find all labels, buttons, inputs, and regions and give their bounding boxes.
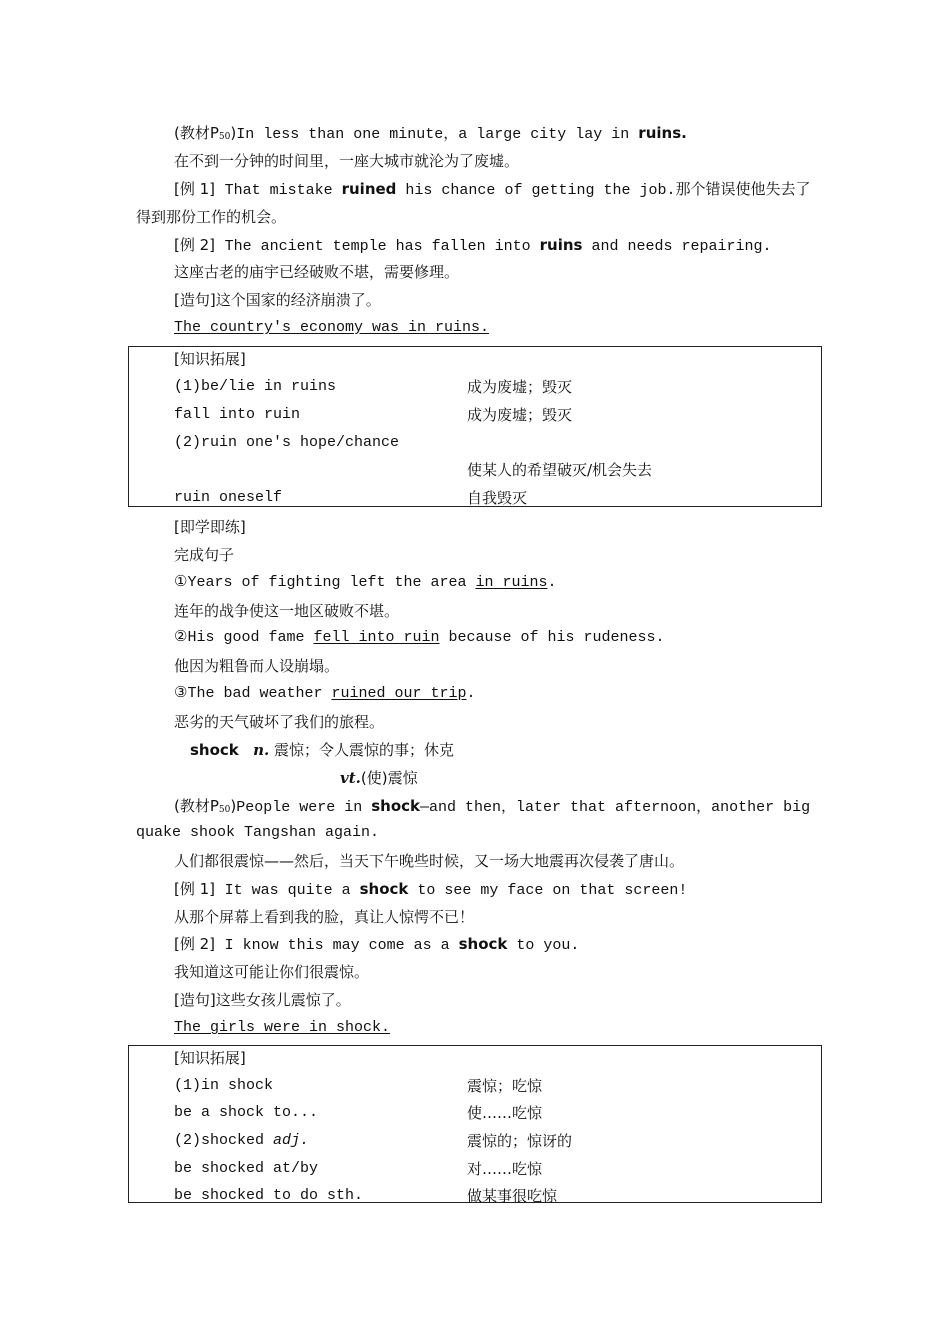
shock-ext-en-3: (2)shocked adj. xyxy=(174,1132,310,1149)
shock-ext-cn-4: 对……吃惊 xyxy=(467,1160,543,1178)
shock-source-line: (教材P50)People were in shock—and then，later that afternoon，another big xyxy=(174,797,811,816)
ruin-make-sentence-answer: The country's economy was in ruins. xyxy=(174,319,490,336)
practice-subtitle: 完成句子 xyxy=(174,546,235,564)
shock-ext-cn-5: 做某事很吃惊 xyxy=(467,1187,558,1205)
practice-title: [即学即练] xyxy=(174,518,246,536)
ruin-ext-en-2: fall into ruin xyxy=(174,406,301,423)
ruin-ext-cn-4: 使某人的希望破灭/机会失去 xyxy=(467,461,653,479)
ruin-example-1: [例 1] That mistake ruined his chance of getting the job.那个错误使他失去了 xyxy=(174,180,811,199)
ruin-extension-title: [知识拓展] xyxy=(174,350,246,368)
practice-answer-1: in ruins xyxy=(475,574,548,591)
shock-extension-box xyxy=(128,1045,822,1203)
shock-ext-en-4: be shocked at/by xyxy=(174,1160,319,1177)
ruin-ext-en-1: (1)be/lie in ruins xyxy=(174,378,337,395)
practice-answer-2: fell into ruin xyxy=(313,629,440,646)
shock-ext-cn-3: 震惊的；惊讶的 xyxy=(467,1132,573,1150)
ruin-ext-cn-5: 自我毁灭 xyxy=(467,489,528,507)
ruin-ext-cn-1: 成为废墟；毁灭 xyxy=(467,378,573,396)
ruin-make-sentence-label: [造句]这个国家的经济崩溃了。 xyxy=(174,291,381,309)
practice-item-1: ①Years of fighting left the area in ruins. xyxy=(174,574,557,591)
shock-source-line-cont: quake shook Tangshan again. xyxy=(136,824,380,841)
ruin-ext-cn-2: 成为废墟；毁灭 xyxy=(467,406,573,424)
shock-ext-en-1: (1)in shock xyxy=(174,1077,274,1094)
shock-vt-line: vt.(使)震惊 xyxy=(340,769,418,787)
ruin-example-1-cont: 得到那份工作的机会。 xyxy=(136,208,287,226)
shock-headword-line: shock n. 震惊；令人震惊的事；休克 xyxy=(190,741,455,759)
practice-item-3: ③The bad weather ruined our trip. xyxy=(174,685,476,702)
shock-extension-title: [知识拓展] xyxy=(174,1049,246,1067)
shock-ext-en-5: be shocked to do sth. xyxy=(174,1187,364,1204)
ruin-example-2: [例 2] The ancient temple has fallen into ruins and needs repairing. xyxy=(174,236,772,255)
ruin-example-2-translation: 这座古老的庙宇已经破败不堪，需要修理。 xyxy=(174,263,460,281)
practice-item-2: ②His good fame fell into ruin because of his rudeness. xyxy=(174,629,665,646)
ruin-extension-box xyxy=(128,346,822,507)
shock-example-2-translation: 我知道这可能让你们很震惊。 xyxy=(174,963,370,981)
shock-make-sentence-answer: The girls were in shock. xyxy=(174,1019,391,1036)
headword: shock xyxy=(190,741,239,759)
shock-ext-en-2: be a shock to... xyxy=(174,1104,319,1121)
shock-make-sentence-label: [造句]这些女孩儿震惊了。 xyxy=(174,991,351,1009)
shock-source-translation: 人们都很震惊——然后，当天下午晚些时候，又一场大地震再次侵袭了唐山。 xyxy=(174,852,685,870)
practice-answer-3: ruined our trip xyxy=(331,685,467,702)
practice-item-2-cn: 他因为粗鲁而人设崩塌。 xyxy=(174,657,340,675)
shock-example-1-translation: 从那个屏幕上看到我的脸，真让人惊愕不已！ xyxy=(174,908,475,926)
ruin-source-translation: 在不到一分钟的时间里，一座大城市就沦为了废墟。 xyxy=(174,152,520,170)
practice-item-3-cn: 恶劣的天气破坏了我们的旅程。 xyxy=(174,713,385,731)
shock-example-1: [例 1] It was quite a shock to see my face on that screen! xyxy=(174,880,688,899)
shock-example-2: [例 2] I know this may come as a shock to you. xyxy=(174,935,580,954)
ruin-ext-en-5: ruin oneself xyxy=(174,489,283,506)
shock-ext-cn-1: 震惊；吃惊 xyxy=(467,1077,543,1095)
ruin-ext-en-3: (2)ruin one's hope/chance xyxy=(174,434,400,451)
practice-item-1-cn: 连年的战争使这一地区破败不堪。 xyxy=(174,602,400,620)
shock-ext-cn-2: 使……吃惊 xyxy=(467,1104,543,1122)
ruin-source-line: (教材P50)In less than one minute，a large city lay in ruins. xyxy=(174,124,687,143)
